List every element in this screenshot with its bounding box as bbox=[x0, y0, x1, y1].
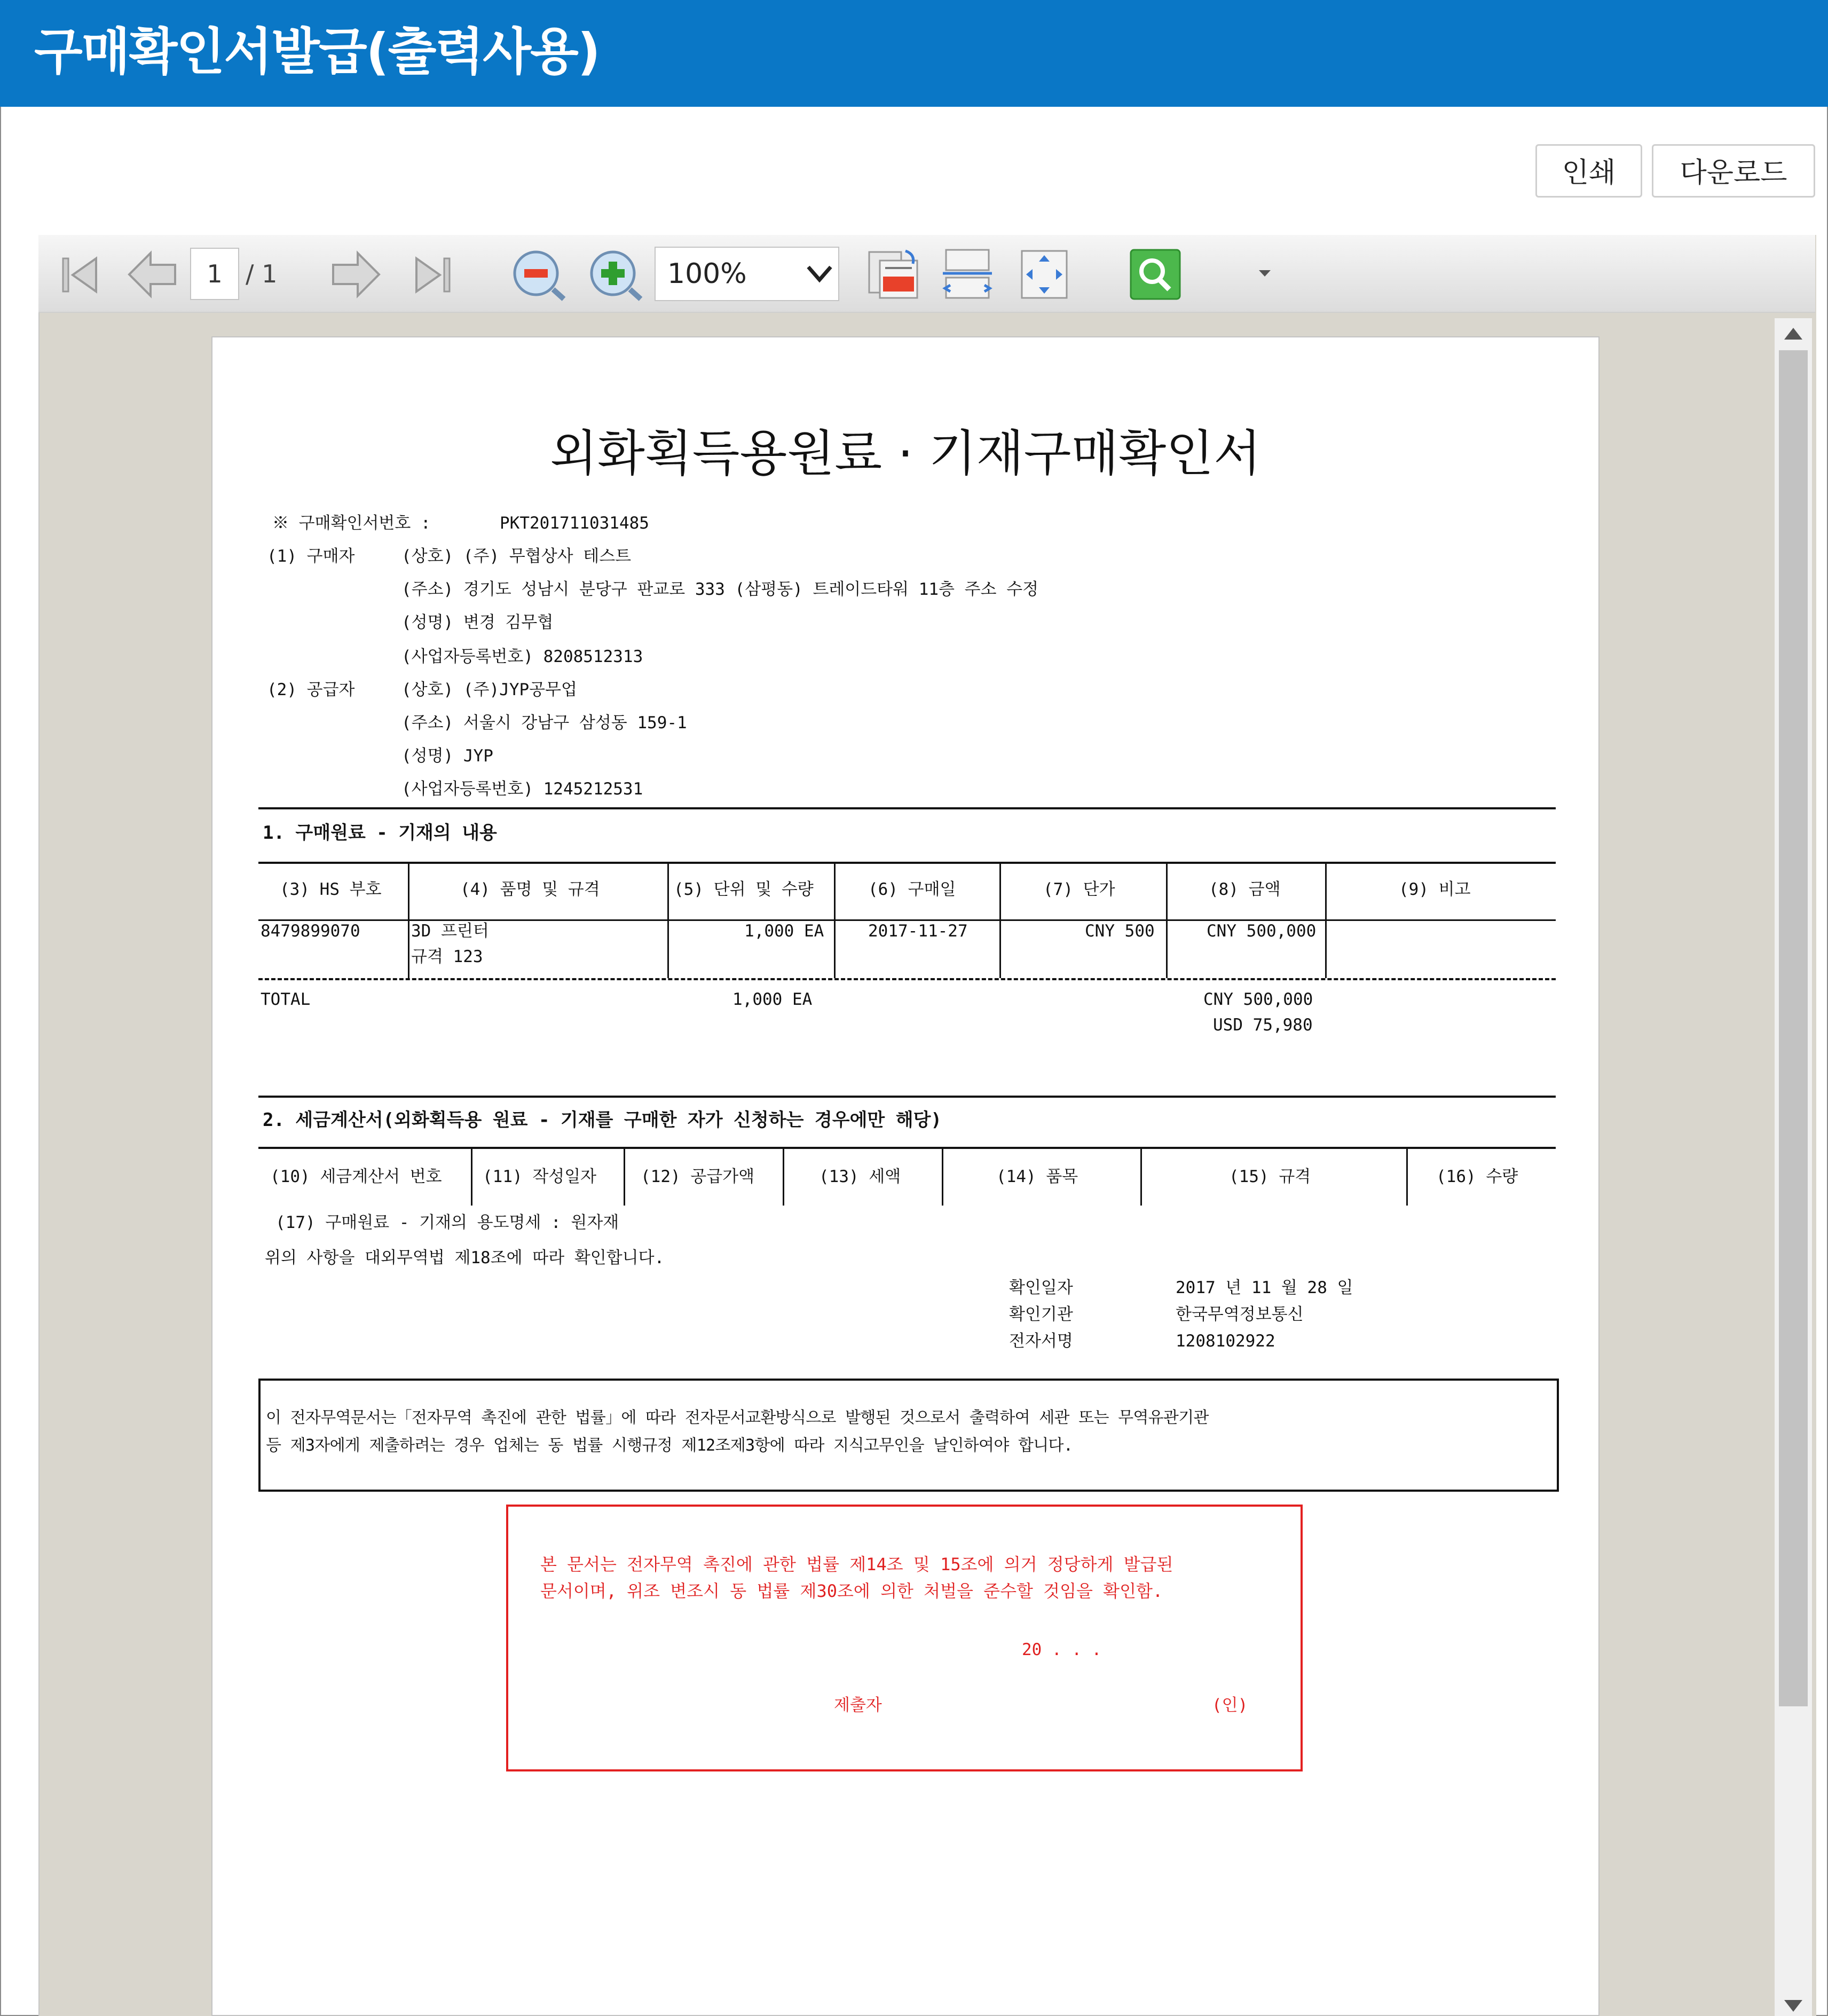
row-amount: CNY 500,000 bbox=[1207, 922, 1317, 941]
print-button[interactable]: 인쇄 bbox=[1535, 144, 1642, 198]
table1-col-divider bbox=[834, 864, 836, 978]
scroll-thumb[interactable] bbox=[1779, 350, 1808, 1706]
table1-header: (8) 금액 bbox=[1209, 880, 1281, 899]
chevron-down-icon bbox=[806, 264, 833, 285]
table1-header: (6) 구매일 bbox=[868, 880, 956, 899]
supplier-name: (상호) (주)JYP공무업 bbox=[401, 680, 577, 699]
first-page-icon[interactable] bbox=[59, 251, 101, 299]
fit-width-icon[interactable] bbox=[941, 247, 994, 302]
previous-page-icon[interactable] bbox=[126, 249, 179, 300]
table2-col-divider bbox=[1406, 1149, 1408, 1206]
table1-header: (3) HS 부호 bbox=[280, 880, 382, 899]
toolbar-more-icon[interactable] bbox=[1257, 268, 1273, 279]
total-label: TOTAL bbox=[261, 990, 311, 1009]
row-price: CNY 500 bbox=[1085, 922, 1155, 941]
page-total: / 1 bbox=[246, 259, 278, 288]
title-bar bbox=[0, 0, 1828, 107]
current-page-input[interactable]: 1 bbox=[190, 248, 239, 300]
row-hs-code: 8479899070 bbox=[261, 922, 360, 941]
table1-col-divider bbox=[408, 864, 409, 978]
table1-header: (7) 단가 bbox=[1043, 880, 1115, 899]
table2-col-divider bbox=[624, 1149, 625, 1206]
table1-col-divider bbox=[999, 864, 1001, 978]
total-amount-cny: CNY 500,000 bbox=[1203, 990, 1313, 1009]
table2-col-divider bbox=[783, 1149, 784, 1206]
buyer-name: (상호) (주) 무협상사 테스트 bbox=[401, 547, 632, 566]
supplier-address: (주소) 서울시 강남구 삼성동 159-1 bbox=[401, 713, 687, 733]
submitter-label: 제출자 bbox=[834, 1696, 882, 1715]
table1-header: (5) 단위 및 수량 bbox=[674, 880, 814, 899]
scroll-up-icon[interactable] bbox=[1782, 326, 1805, 342]
confirm-sign-label: 전자서명 bbox=[1009, 1332, 1073, 1351]
zoom-in-icon[interactable] bbox=[587, 248, 646, 301]
last-page-icon[interactable] bbox=[411, 251, 454, 299]
confirm-org-label: 확인기관 bbox=[1009, 1305, 1073, 1324]
section2-title: 2. 세금계산서(외화획득용 원료 - 기재를 구매한 자가 신청하는 경우에만 해당) bbox=[263, 1109, 942, 1131]
table2-header: (10) 세금계산서 번호 bbox=[270, 1167, 442, 1186]
supplier-rep: (성명) JYP bbox=[401, 746, 493, 766]
buyer-biz-no: (사업자등록번호) 8208512313 bbox=[401, 647, 643, 666]
red-notice-line: 본 문서는 전자무역 촉진에 관한 법률 제14조 및 15조에 의거 정당하게 발급된 bbox=[540, 1554, 1173, 1574]
buyer-rep: (성명) 변경 김무협 bbox=[401, 613, 554, 632]
red-date: 20 . . . bbox=[1022, 1640, 1102, 1659]
page-setup-icon[interactable] bbox=[864, 247, 923, 302]
table2-col-divider bbox=[471, 1149, 472, 1206]
section1-title: 1. 구매원료 - 기재의 내용 bbox=[263, 822, 497, 844]
zoom-out-icon[interactable] bbox=[510, 248, 569, 301]
supplier-label: (2) 공급자 bbox=[267, 680, 355, 699]
table1-col-divider bbox=[667, 864, 669, 978]
total-qty: 1,000 EA bbox=[732, 990, 813, 1009]
confirm-sentence: 위의 사항을 대외무역법 제18조에 따라 확인합니다. bbox=[265, 1248, 665, 1267]
divider bbox=[258, 1096, 1556, 1098]
zoom-select[interactable] bbox=[655, 247, 839, 301]
table1-header: (9) 비고 bbox=[1399, 880, 1471, 899]
confirm-no-label: ※ 구매확인서번호 : bbox=[272, 514, 431, 533]
submission-box bbox=[506, 1505, 1303, 1771]
row-qty: 1,000 EA bbox=[744, 922, 824, 941]
confirm-date-label: 확인일자 bbox=[1009, 1278, 1073, 1297]
fit-page-icon[interactable] bbox=[1018, 247, 1071, 302]
table2-header: (14) 품목 bbox=[996, 1167, 1078, 1186]
zoom-level: 100% bbox=[667, 258, 747, 290]
table1-header: (4) 품명 및 규격 bbox=[460, 880, 600, 899]
table2-col-divider bbox=[1140, 1149, 1142, 1206]
table2-header: (15) 규격 bbox=[1229, 1167, 1311, 1186]
confirm-sign-value: 1208102922 bbox=[1176, 1332, 1275, 1351]
divider bbox=[258, 862, 1556, 864]
notice-line: 이 전자무역문서는「전자무역 촉진에 관한 법률」에 따라 전자문서교환방식으로 발행된 것으로서 출력하여 세관 또는 무역유관기관 bbox=[266, 1408, 1209, 1427]
row-item: 3D 프린터 bbox=[411, 922, 489, 941]
window-title: 구매확인서발급(출력사용) bbox=[34, 23, 600, 81]
document-title: 외화획득용원료 · 기재구매확인서 bbox=[550, 425, 1261, 482]
table2-col-divider bbox=[942, 1149, 943, 1206]
table2-header: (11) 작성일자 bbox=[483, 1167, 597, 1186]
total-amount-usd: USD 75,980 bbox=[1213, 1015, 1313, 1035]
confirm-no: PKT201711031485 bbox=[500, 514, 649, 533]
viewer-toolbar bbox=[38, 235, 1815, 313]
search-icon[interactable] bbox=[1129, 247, 1182, 302]
scroll-down-icon[interactable] bbox=[1782, 1998, 1805, 2014]
supplier-biz-no: (사업자등록번호) 1245212531 bbox=[401, 779, 643, 799]
seal-label: (인) bbox=[1212, 1696, 1248, 1715]
buyer-address: (주소) 경기도 성남시 분당구 판교로 333 (삼평동) 트레이드타워 11층 주소 수정 bbox=[401, 580, 1039, 599]
notice-line: 등 제3자에게 제출하려는 경우 업체는 동 법률 시행규정 제12조제3항에 따라 지식고무인을 날인하여야 합니다. bbox=[266, 1436, 1073, 1455]
divider bbox=[258, 807, 1556, 809]
table1-col-divider bbox=[1325, 864, 1327, 978]
table2-header: (13) 세액 bbox=[819, 1167, 901, 1186]
usage-line: (17) 구매원료 - 기재의 용도명세 : 원자재 bbox=[275, 1213, 619, 1232]
row-item-spec: 규격 123 bbox=[411, 947, 483, 966]
row-date: 2017-11-27 bbox=[868, 922, 968, 941]
download-button[interactable]: 다운로드 bbox=[1652, 144, 1815, 198]
buyer-label: (1) 구매자 bbox=[267, 547, 355, 566]
table2-header: (16) 수량 bbox=[1436, 1167, 1518, 1186]
dashed-divider bbox=[258, 978, 1556, 980]
confirm-date-value: 2017 년 11 월 28 일 bbox=[1176, 1278, 1353, 1297]
vertical-scrollbar[interactable] bbox=[1775, 318, 1812, 2016]
table2-header: (12) 공급가액 bbox=[641, 1167, 755, 1186]
table1-col-divider bbox=[1166, 864, 1168, 978]
red-notice-line: 문서이며, 위조 변조시 동 법률 제30조에 의한 처벌을 준수할 것임을 확인함. bbox=[540, 1581, 1163, 1601]
divider bbox=[258, 1147, 1556, 1149]
next-page-icon[interactable] bbox=[329, 249, 382, 300]
confirm-org-value: 한국무역정보통신 bbox=[1176, 1305, 1304, 1324]
